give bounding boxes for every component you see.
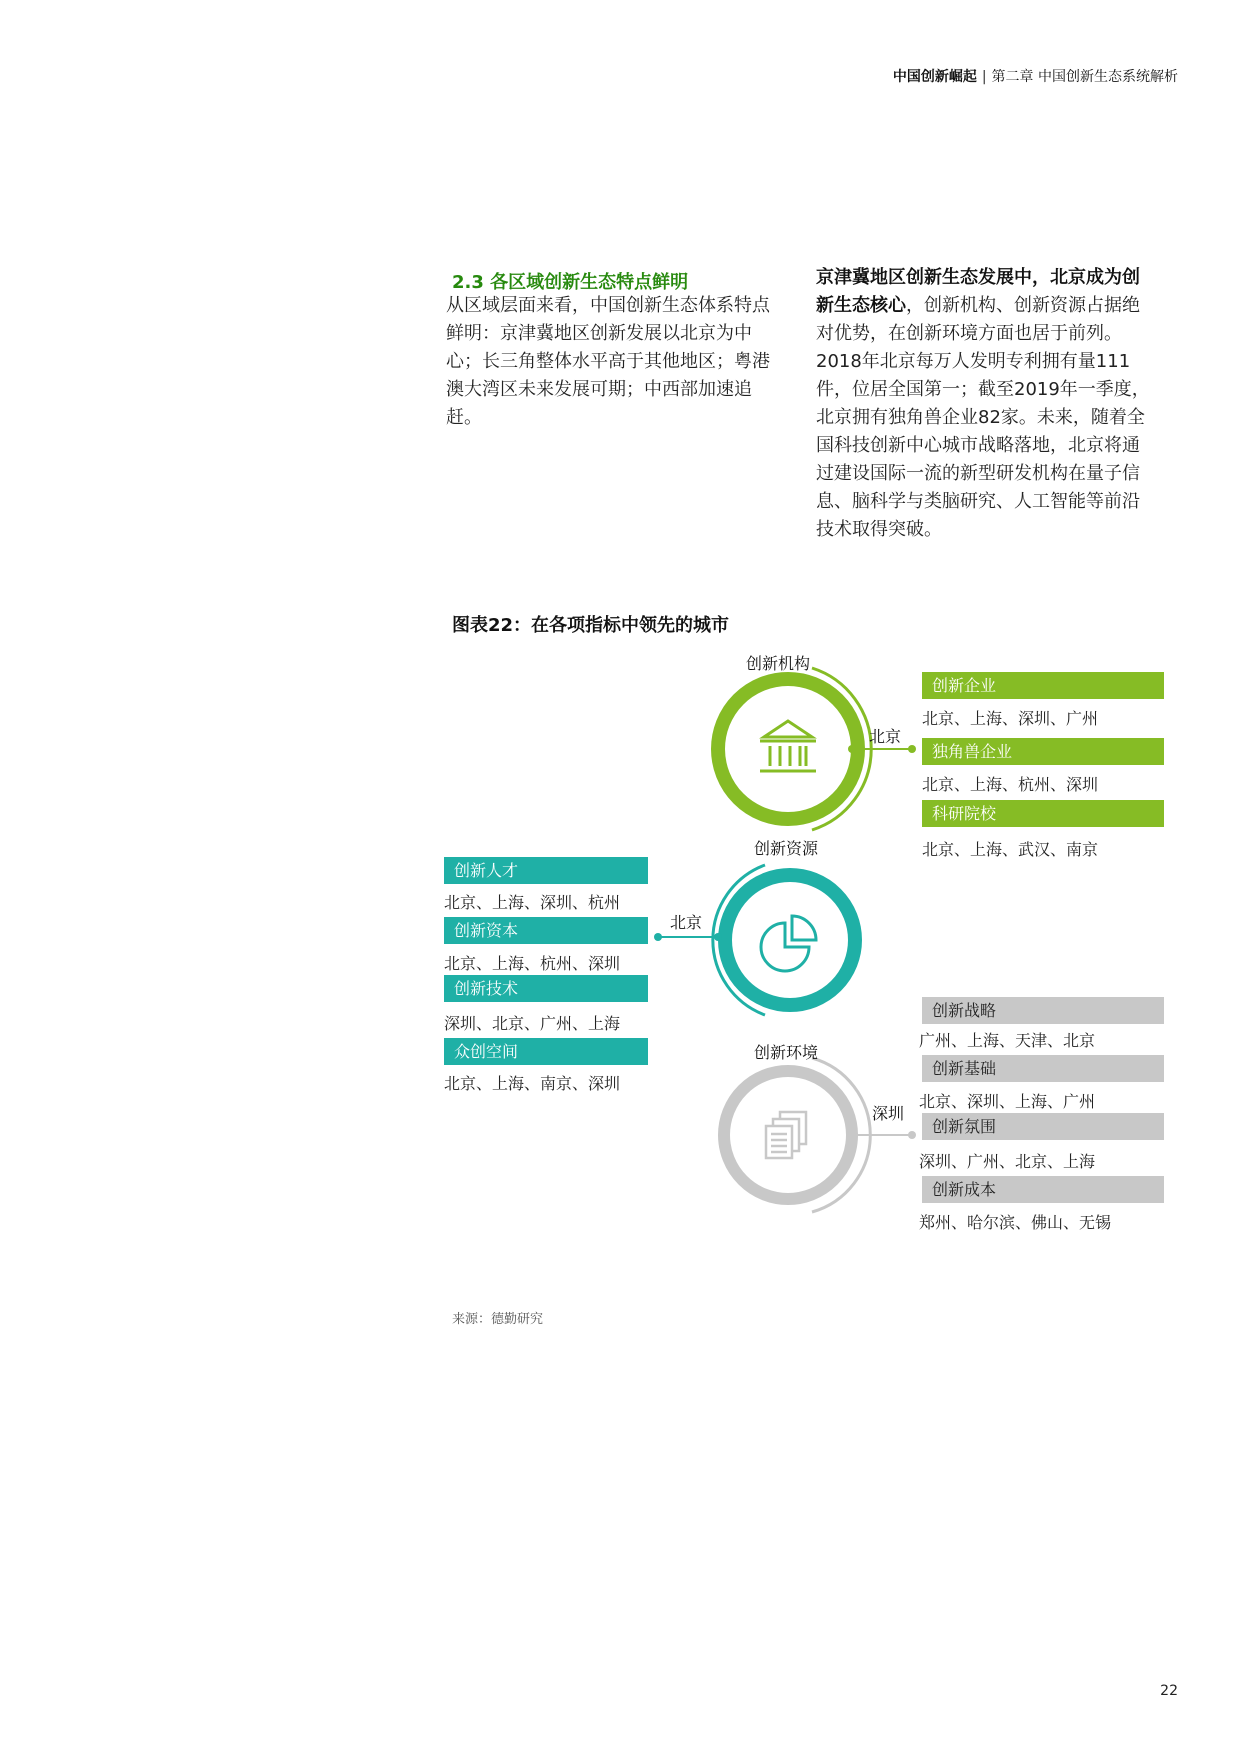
page-number: 22 [1160,1683,1178,1699]
resources-leader: 北京 [670,913,703,932]
environment-item-0-cities: 广州、上海、天津、北京 [919,1031,1096,1050]
institutions-item-0-cities: 北京、上海、深圳、广州 [922,709,1099,728]
environment-item-1-name: 创新基础 [922,1055,1164,1082]
environment-item-2-cities: 深圳、广州、北京、上海 [919,1152,1096,1171]
figure-title: 图表22：在各项指标中领先的城市 [452,615,730,636]
institutions-item-0-name: 创新企业 [922,672,1164,699]
resources-item-3-cities: 北京、上海、南京、深圳 [444,1074,621,1093]
figure-source: 来源：德勤研究 [452,1312,544,1327]
resources-item-3-name: 众创空间 [444,1038,648,1065]
resources-item-1-name: 创新资本 [444,917,648,944]
institutions-item-2-cities: 北京、上海、武汉、南京 [922,840,1099,859]
environment-connector [850,1131,916,1139]
resources-item-2-cities: 深圳、北京、广州、上海 [444,1014,621,1033]
pie-chart-icon [761,916,816,971]
right-paragraph-lead: 京津冀地区创新生态发展中，北京成为创新生态核心 [816,267,1140,316]
environment-item-3-cities: 郑州、哈尔滨、佛山、无锡 [919,1213,1112,1232]
resources-item-0-cities: 北京、上海、深圳、杭州 [444,893,621,912]
institutions-item-1-name: 独角兽企业 [922,738,1164,765]
environment-leader: 深圳 [872,1104,905,1123]
resources-item-1-cities: 北京、上海、杭州、深圳 [444,954,621,973]
institutions-item-1-cities: 北京、上海、杭州、深圳 [922,775,1099,794]
header-brand: 中国创新崛起 [892,69,977,85]
resources-label: 创新资源 [754,839,819,858]
institutions-label: 创新机构 [746,654,811,673]
bank-building-icon [760,721,816,771]
environment-item-2-name: 创新氛围 [922,1113,1164,1140]
header-chapter: 第二章 中国创新生态系统解析 [991,69,1178,85]
resources-item-0-name: 创新人才 [444,857,648,884]
section-title: 2.3 各区域创新生态特点鲜明 [452,272,689,293]
environment-item-1-cities: 北京、深圳、上海、广州 [919,1092,1096,1111]
documents-icon [766,1112,806,1158]
right-paragraph-body: ，创新机构、创新资源占据绝对优势，在创新环境方面也居于前列。2018年北京每万人发明专利拥有量111件，位居全国第一；截至2019年一季度，北京拥有独角兽企业82家。未来，随着全国科技创新中心城市战略落地，北京将通过建设国际一流的新型研发机构在量子信息、脑科学与类脑研究、人工智能等前沿技术取得突破。 [816,295,1150,540]
environment-label: 创新环境 [754,1043,819,1062]
environment-item-3-name: 创新成本 [922,1176,1164,1203]
institutions-item-2-name: 科研院校 [922,800,1164,827]
environment-item-0-name: 创新战略 [922,997,1164,1024]
left-paragraph: 从区域层面来看，中国创新生态体系特点鲜明：京津冀地区创新发展以北京为中心；长三角整体水平高于其他地区；粤港澳大湾区未来发展可期；中西部加速追赶。 [446,295,770,428]
resources-item-2-name: 创新技术 [444,975,648,1002]
header-separator: | [981,69,987,85]
institutions-leader: 北京 [869,727,902,746]
